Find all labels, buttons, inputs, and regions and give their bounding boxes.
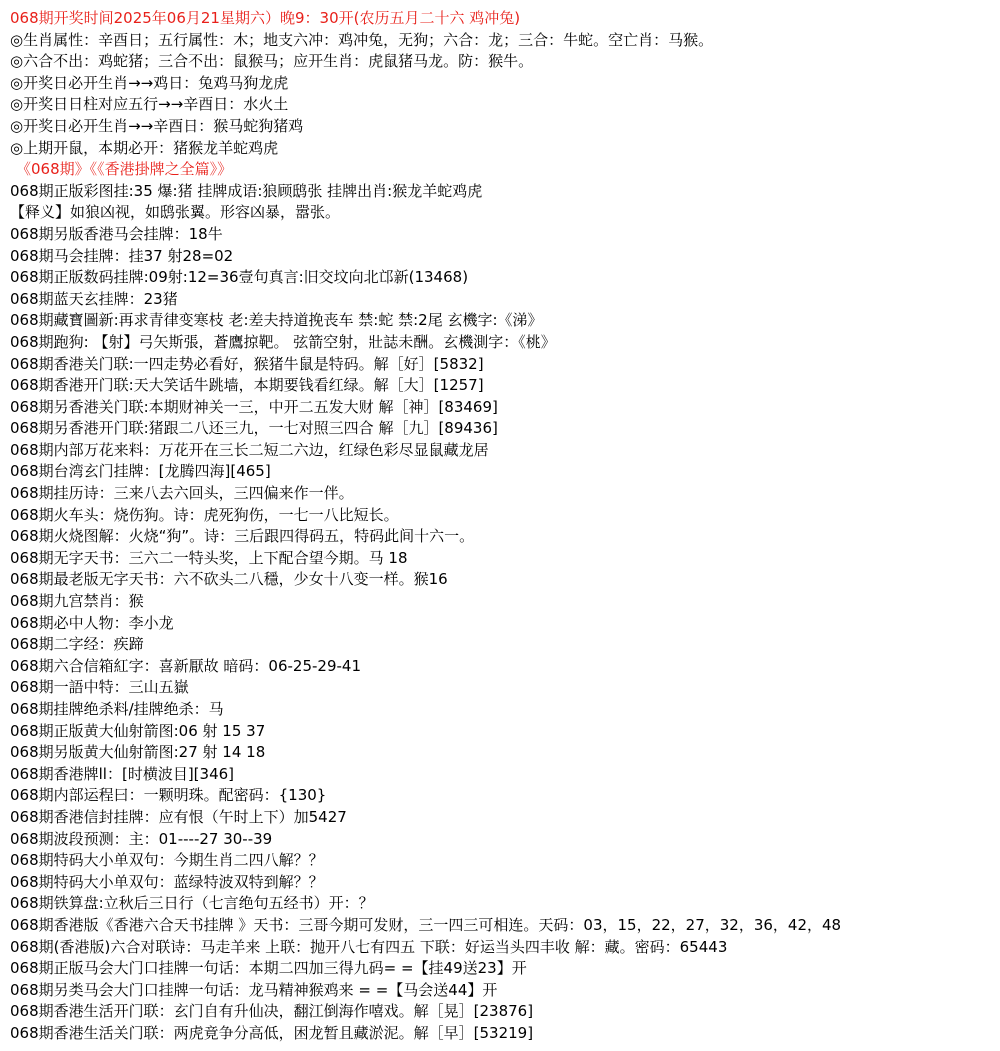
- document-text-line: 068期二字经：疾蹄: [10, 635, 144, 654]
- document-text-line: 068期香港开门联:天大笑话牛跳墙，本期要钱看红绿。解［大］[1257]: [10, 376, 484, 395]
- document-text-line: 068期另版香港马会挂牌：18牛: [10, 224, 223, 243]
- document-text-line: 068期一語中特：三山五嶽: [10, 678, 189, 697]
- document-text-line: 068期香港版《香港六合天书挂牌 》天书：三哥今期可发财，三一四三可相连。天码：03，15，22，27，32，36，42，48: [10, 915, 842, 934]
- document-text-line: 068期藏寶圖新:再求青律变寒枝 老:差夫持道挽丧车 禁:蛇 禁:2尾 玄機字:《涕》: [10, 311, 543, 330]
- lottery-document: [10, 8, 995, 1045]
- document-text-line: 068期挂牌绝杀料/挂牌绝杀：马: [10, 700, 224, 718]
- document-text-line: 068期香港生活关门联：两虎竟争分高低，困龙暂且藏淤泥。解［早］[53219]: [10, 1023, 534, 1042]
- document-text-line: 068期内部万花来料：万花开在三长二短二六边，红绿色彩尽显鼠藏龙居: [10, 440, 489, 459]
- document-text-line: 068期六合信箱紅字：喜新厭故 暗码：06-25-29-41: [10, 656, 361, 675]
- document-text-line: 068期内部运程曰：一颗明珠。配密码：{130}: [10, 786, 327, 805]
- document-text-line: 068期正版数码挂牌:09射:12=36壹句真言:旧交坟向北邙新(13468): [10, 268, 469, 287]
- document-text-line: ◎开奖日必开生肖→→辛酉日：猴马蛇狗猪鸡: [10, 116, 304, 135]
- document-text-line: 068期香港生活开门联：玄门自有升仙决，翻江倒海作嘻戏。解［晃］[23876]: [10, 1002, 534, 1021]
- highlighted-heading-line: 068期开奖时间2025年06月21星期六）晚9：30开(农历五月二十六 鸡冲兔): [10, 9, 521, 27]
- document-text-line: 【释义】如狼凶视，如鸱张翼。形容凶暴，嚣张。: [10, 203, 341, 222]
- document-text-line: 068期另类马会大门口挂牌一句话：龙马精神猴鸡来 = =【马会送44】开: [10, 980, 498, 999]
- document-text-line: 068期(香港版)六合对联诗：马走羊来 上联：抛开八七有四五 下联：好运当头四丰收 解：藏。密码：65443: [10, 937, 728, 956]
- document-text-line: 068期波段预测：主：01----27 30--39: [10, 829, 273, 848]
- document-text-line: 068期正版彩图挂:35 爆:猪 挂牌成语:狼顾鸱张 挂牌出肖:猴龙羊蛇鸡虎: [10, 181, 483, 200]
- document-text-line: ◎六合不出：鸡蛇猪；三合不出：鼠猴马；应开生肖：虎鼠猪马龙。防：猴牛。: [10, 52, 534, 71]
- document-text-line: 068期特码大小单双句：今期生肖二四八解？？: [10, 851, 324, 870]
- document-text-line: ◎上期开鼠，本期必开：猪猴龙羊蛇鸡虎: [10, 138, 279, 157]
- document-text-line: 068期马会挂牌：挂37 射28=02: [10, 246, 234, 265]
- document-text-line: 068期正版黄大仙射箭图:06 射 15 37: [10, 721, 266, 740]
- document-text-line: 068期无字天书：三六二一特头奖，上下配合望今期。马 18: [10, 548, 408, 567]
- document-text-line: 068期铁算盘:立秋后三日行（七言绝句五经书）开：？: [10, 894, 374, 913]
- document-text-line: 068期最老版无字天书：六不砍头二八穩，少女十八变一样。猴16: [10, 570, 448, 589]
- document-text-line: 068期特码大小单双句：蓝绿特波双特到解？？: [10, 872, 324, 891]
- document-text-line: 068期蓝天玄挂牌：23猪: [10, 289, 178, 308]
- document-text-line: 068期另香港开门联:猪跟二八还三九，一七对照三四合 解［九］[89436]: [10, 419, 498, 438]
- document-text-line: 068期九宫禁肖：猴: [10, 592, 144, 611]
- document-text-line: 068期火烧图解：火烧“狗”。诗：三后跟四得码五，特码此间十六一。: [10, 527, 475, 546]
- document-text-line: 068期台湾玄门挂牌：[龙腾四海][465]: [10, 462, 271, 481]
- document-text-line: ◎生肖属性：辛酉日；五行属性：木；地支六冲：鸡冲兔，无狗；六合：龙；三合：牛蛇。空亡肖：马猴。: [10, 30, 714, 49]
- document-text-line: 068期另版黄大仙射箭图:27 射 14 18: [10, 743, 266, 762]
- highlighted-heading-line: 《068期》《《香港掛牌之全篇》》: [16, 160, 233, 179]
- document-text-line: 068期跑狗: 【射】弓矢斯張，蒼鷹掠靶。 弦箭空射，壯誌未酬。玄機測字：《桃》: [10, 332, 556, 351]
- document-text-line: 068期正版马会大门口挂牌一句话：本期二四加三得九码= =【挂49送23】开: [10, 959, 527, 978]
- document-text-line: 068期香港信封挂牌：应有恨（午时上下）加5427: [10, 807, 347, 826]
- document-text-line: ◎开奖日日柱对应五行→→辛酉日：水火土: [10, 95, 289, 114]
- document-text-line: ◎开奖日必开生肖→→鸡日：兔鸡马狗龙虎: [10, 73, 289, 92]
- document-text-line: 068期香港牌ll：[时横波目][346]: [10, 764, 235, 783]
- document-text-line: 068期必中人物：李小龙: [10, 613, 174, 632]
- document-text-line: 068期挂历诗：三来八去六回头，三四偏来作一伴。: [10, 484, 354, 503]
- document-text-line: 068期火车头：烧伤狗。诗：虎死狗伤，一七一八比短长。: [10, 505, 399, 524]
- document-text-line: 068期另香港关门联:本期财神关一三，中开二五发大财 解［神］[83469]: [10, 397, 498, 416]
- document-text-line: 068期香港关门联:一四走势必看好，猴猪牛鼠是特码。解［好］[5832]: [10, 354, 484, 373]
